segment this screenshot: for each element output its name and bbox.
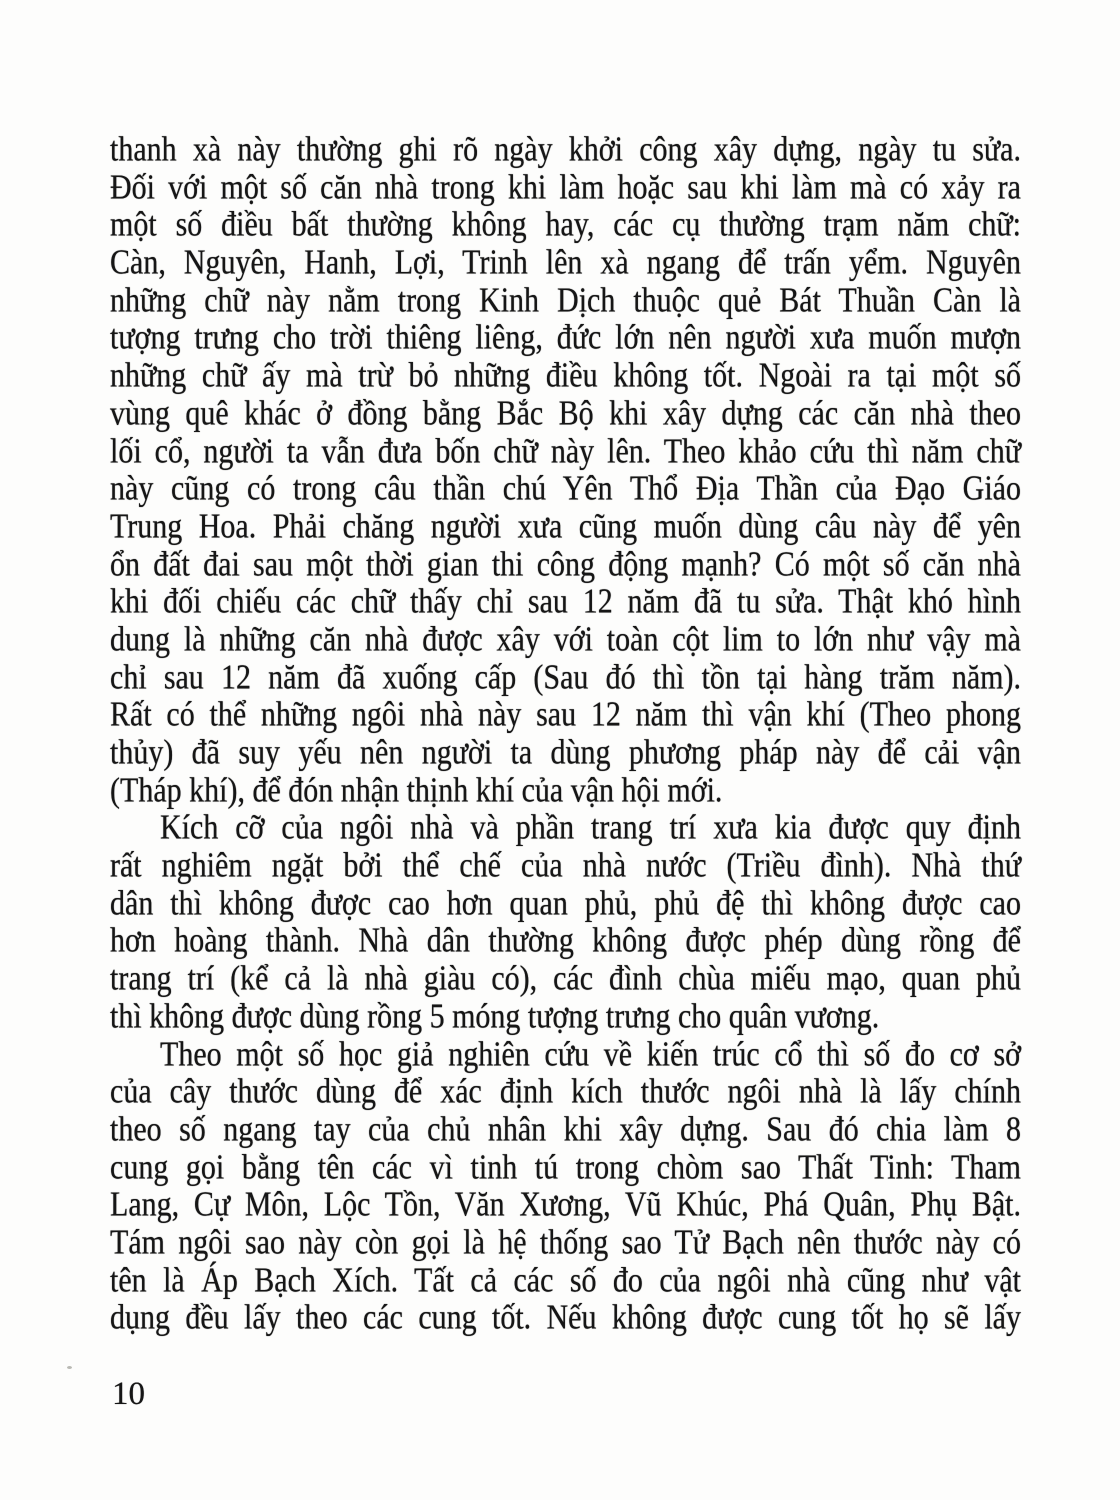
- text-line: một số điều bất thường không hay, các cụ thường trạm năm chữ:: [110, 205, 1021, 245]
- text-line: Rất có thể những ngôi nhà này sau 12 năm thì vận khí (Theo phong: [110, 695, 1021, 735]
- text-line: dung là những căn nhà được xây với toàn cột lim to lớn như vậy mà: [110, 619, 1021, 659]
- text-line: Lang, Cự Môn, Lộc Tồn, Văn Xương, Vũ Khúc, Phá Quân, Phụ Bật.: [110, 1185, 1021, 1225]
- text-line: Đối với một số căn nhà trong khi làm hoặc sau khi làm mà có xảy ra: [110, 167, 1021, 207]
- text-line: thanh xà này thường ghi rõ ngày khởi công xây dựng, ngày tu sửa.: [110, 129, 1021, 169]
- text-line: (Tháp khí), để đón nhận thịnh khí của vận hội mới.: [110, 770, 723, 810]
- text-line: trang trí (kể cả là nhà giàu có), các đình chùa miếu mạo, quan phủ: [110, 959, 1021, 999]
- text-line: tượng trưng cho trời thiêng liêng, đức lớn nên người xưa muốn mượn: [110, 318, 1021, 358]
- text-line: Kích cỡ của ngôi nhà và phần trang trí xưa kia được quy định: [160, 808, 1021, 848]
- text-line: Tám ngôi sao này còn gọi là hệ thống sao Tử Bạch nên thước này có: [110, 1222, 1021, 1262]
- body-text: [110, 131, 1021, 1337]
- paragraph: [110, 1036, 1021, 1338]
- text-line: cung gọi bằng tên các vì tinh tú trong chòm sao Thất Tinh: Tham: [110, 1147, 1021, 1187]
- text-line: dân thì không được cao hơn quan phủ, phủ đệ thì không được cao: [110, 883, 1021, 923]
- text-line: tên là Áp Bạch Xích. Tất cả các số đo của ngôi nhà cũng như vật: [110, 1260, 1021, 1300]
- text-line: rất nghiêm ngặt bởi thể chế của nhà nước (Triều đình). Nhà thứ: [110, 846, 1021, 885]
- scan-speck-artifact: [67, 1366, 72, 1369]
- text-line: Càn, Nguyên, Hanh, Lợi, Trinh lên xà ngang để trấn yểm. Nguyên: [110, 243, 1021, 282]
- text-line: theo số ngang tay của chủ nhân khi xây dựng. Sau đó chia làm 8: [110, 1109, 1021, 1149]
- text-line: Theo một số học giả nghiên cứu về kiến trúc cổ thì số đo cơ sở: [160, 1034, 1021, 1074]
- paragraph: [110, 131, 1021, 809]
- page-number: 10: [112, 1376, 145, 1412]
- text-line: của cây thước dùng để xác định kích thước ngôi nhà là lấy chính: [110, 1072, 1021, 1112]
- text-line: những chữ ấy mà trừ bỏ những điều không tốt. Ngoài ra tại một số: [110, 356, 1021, 396]
- text-line: dụng đều lấy theo các cung tốt. Nếu không được cung tốt họ sẽ lấy: [110, 1298, 1021, 1338]
- paragraph: [110, 809, 1021, 1035]
- text-line: vùng quê khác ở đồng bằng Bắc Bộ khi xây dựng các căn nhà theo: [110, 393, 1021, 433]
- text-line: khi đối chiếu các chữ thấy chỉ sau 12 năm đã tu sửa. Thật khó hình: [110, 582, 1021, 622]
- text-line: hơn hoàng thành. Nhà dân thường không được phép dùng rồng để: [110, 921, 1021, 961]
- text-line: này cũng có trong câu thần chú Yên Thổ Địa Thần của Đạo Giáo: [110, 469, 1021, 509]
- text-line: lối cổ, người ta vẫn đưa bốn chữ này lên. Theo khảo cứu thì năm chữ: [110, 431, 1021, 471]
- text-line: ổn đất đai sau một thời gian thi công động mạnh? Có một số căn nhà: [110, 544, 1021, 584]
- text-line: những chữ này nằm trong Kinh Dịch thuộc quẻ Bát Thuần Càn là: [110, 280, 1021, 320]
- text-line: thì không được dùng rồng 5 móng tượng trưng cho quân vương.: [110, 996, 880, 1036]
- text-line: Trung Hoa. Phải chăng người xưa cũng muốn dùng câu này để yên: [110, 506, 1021, 546]
- text-line: thủy) đã suy yếu nên người ta dùng phương pháp này để cải vận: [110, 732, 1021, 772]
- text-line: chỉ sau 12 năm đã xuống cấp (Sau đó thì tồn tại hàng trăm năm).: [110, 657, 1021, 697]
